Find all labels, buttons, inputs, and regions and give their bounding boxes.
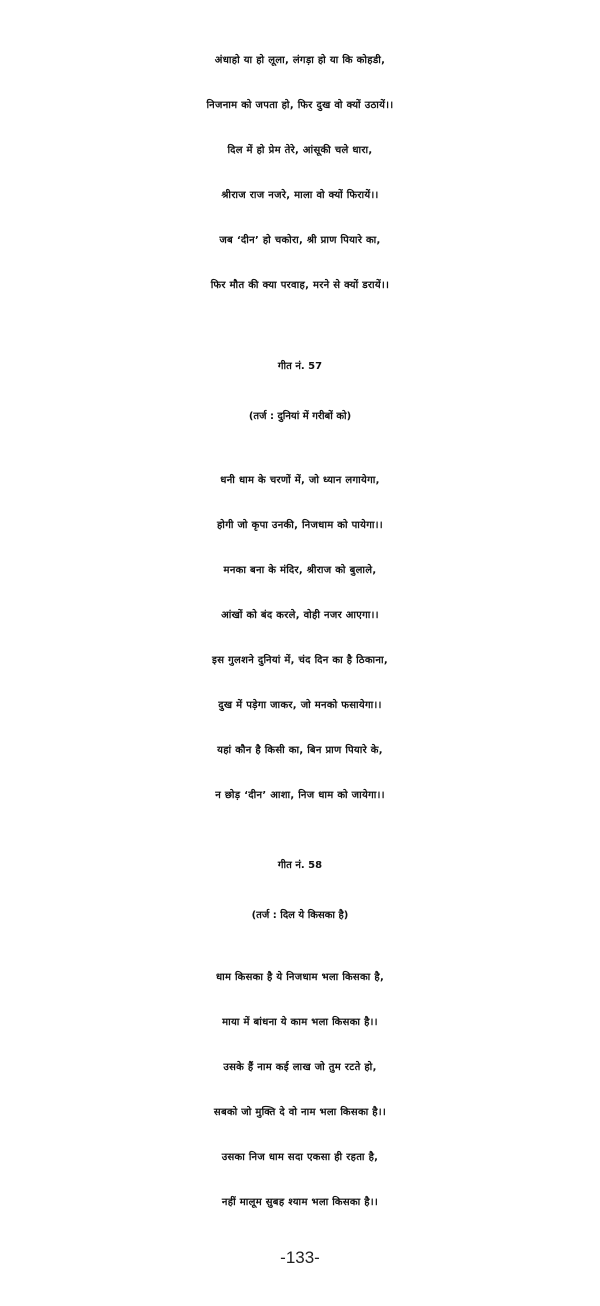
verse-line: जब ‘दीन’ हो चकोरा, श्री प्राण पियारे का, <box>219 235 381 246</box>
verse-line: उसका निज धाम सदा एकसा ही रहता है, <box>221 1152 379 1163</box>
intro-stanza <box>0 38 600 308</box>
song-57-title: गीत नं. 57 <box>277 361 323 372</box>
song-57-lyrics <box>0 458 600 818</box>
song-58-tune: (तर्ज : दिल ये किसका है) <box>251 910 349 921</box>
verse-line: सबको जो मुक्ति दे वो नाम भला किसका है।। <box>213 1107 387 1118</box>
song-58-lyrics <box>0 955 600 1225</box>
verse-line: मनका बना के मंदिर, श्रीराज को बुलाले, <box>223 565 377 576</box>
verse-line: दुख में पड़ेगा जाकर, जो मनको फसायेगा।। <box>218 700 382 711</box>
verse-line: होगी जो कृपा उनकी, निजधाम को पायेगा।। <box>217 520 383 531</box>
verse-line: धाम किसका है ये निजधाम भला किसका है, <box>215 972 385 983</box>
verse-line: इस गुलशने दुनियां में, चंद दिन का है ठिकाना, <box>212 655 388 666</box>
verse-line: फिर मौत की क्या परवाह, मरने से क्यों डरायें।। <box>210 280 390 291</box>
verse-line: उसके हैं नाम कई लाख जो तुम रटते हो, <box>223 1062 377 1073</box>
verse-line: माया में बांधना ये काम भला किसका है।। <box>222 1017 378 1028</box>
verse-line: दिल में हो प्रेम तेरे, आंसूकी चले धारा, <box>227 145 373 156</box>
page-number: -133- <box>280 1248 320 1267</box>
verse-line: नहीं मालूम सुबह श्याम भला किसका है।। <box>221 1197 379 1208</box>
verse-line: निजनाम को जपता हो, फिर दुख वो क्यों उठायें।। <box>206 100 394 111</box>
verse-line: श्रीराज राज नजरे, माला वो क्यों फिरायें।। <box>221 190 379 201</box>
verse-line: न छोड़ ‘दीन’ आशा, निज धाम को जायेगा।। <box>215 790 385 801</box>
song-57-tune: (तर्ज : दुनियां में गरीबों को) <box>248 411 352 422</box>
verse-line: धनी धाम के चरणों में, जो ध्यान लगायेगा, <box>220 475 380 486</box>
verse-line: आंखों को बंद करले, वोही नजर आएगा।। <box>221 610 379 621</box>
verse-line: यहां कौन है किसी का, बिन प्राण पियारे के, <box>217 745 383 756</box>
song-58-title: गीत नं. 58 <box>277 860 323 871</box>
verse-line: अंधाहो या हो लूला, लंगड़ा हो या कि कोहडी, <box>214 55 386 66</box>
